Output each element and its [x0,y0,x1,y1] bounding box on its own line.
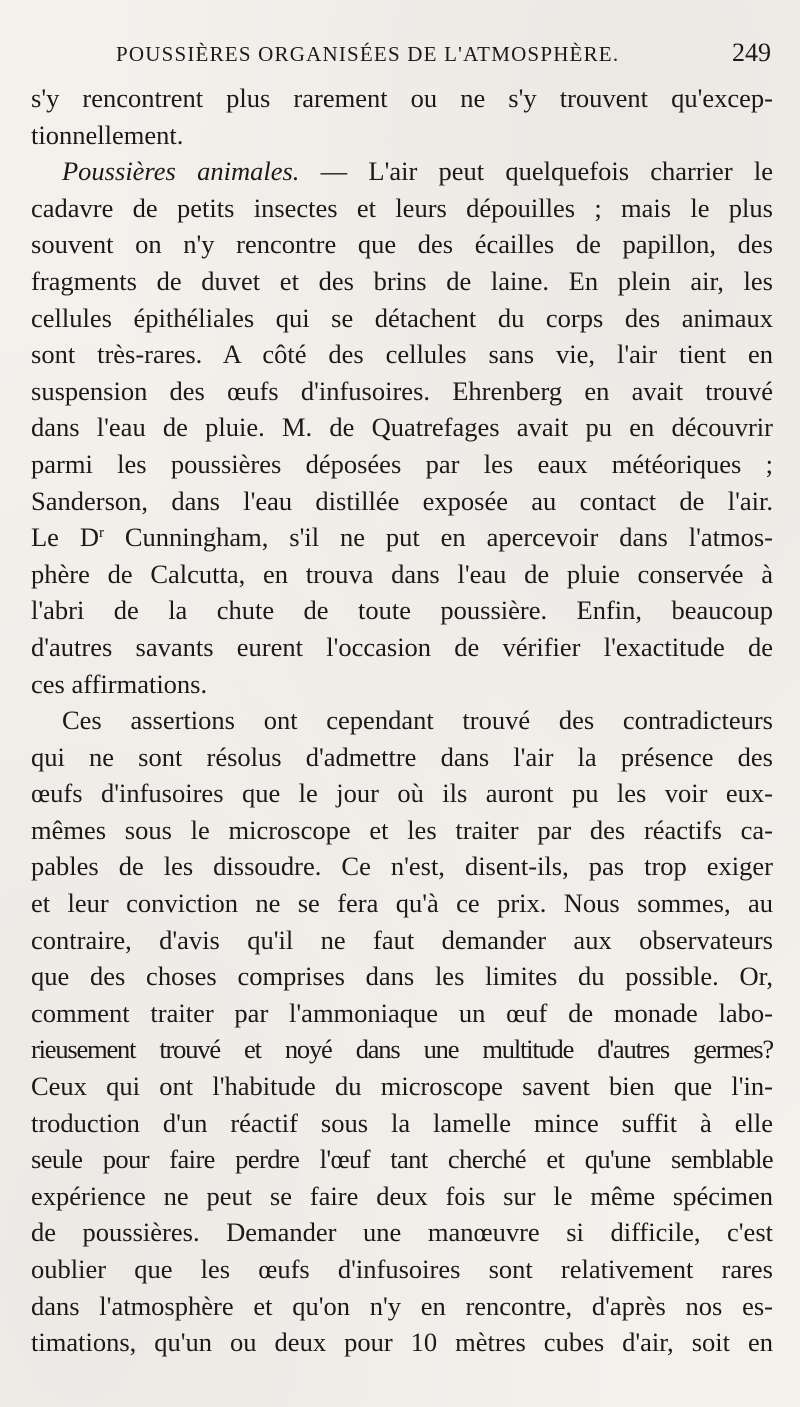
text-line: œufs d'infusoires que le jour où ils auront pu les voir eux- [31,778,773,809]
text-line: que des choses comprises dans les limites du possible. Or, [31,961,773,992]
text-line: sont très-rares. A côté des cellules sans vie, l'air tient en [31,339,773,370]
text-line: Ceux qui ont l'habitude du microscope savent bien que l'in- [31,1071,773,1102]
text-line [31,519,773,556]
text-line: comment traiter par l'ammoniaque un œuf de monade labo- [31,997,773,1028]
text-line: phère de Calcutta, en trouva dans l'eau de pluie conservée à [31,558,773,589]
text-line: Ces assertions ont cependant trouvé des contradicteurs [62,705,773,736]
text-line: souvent on n'y rencontre que des écailles de papillon, des [31,229,773,260]
text-line: l'abri de la chute de toute poussière. Enfin, beaucoup [31,595,773,626]
running-head [116,38,771,74]
page-number: 249 [732,38,771,67]
text-line: qui ne sont résolus d'admettre dans l'air la présence des [31,741,773,772]
text-line-start: Le D [31,522,99,553]
text-line: ces affirmations. [31,668,208,699]
text-line: mêmes sous le microscope et les traiter par des réactifs ca- [31,814,773,845]
text-line: dans l'eau de pluie. M. de Quatrefages avait pu en découvrir [31,412,773,443]
text-line: cadavre de petits insectes et leurs dépouilles ; mais le plus [31,192,773,223]
text-line: timations, qu'un ou deux pour 10 mètres cubes d'air, soit en [31,1327,773,1358]
text-line: rieusement trouvé et noyé dans une multitude d'autres germes? [31,1034,773,1065]
text-line: seule pour faire perdre l'œuf tant cherché et qu'une semblable [31,1144,773,1175]
text-line: contraire, d'avis qu'il ne faut demander aux observateurs [31,924,773,955]
text-line: s'y rencontrent plus rarement ou ne s'y trouvent qu'excep- [31,83,773,113]
text-line: troduction d'un réactif sous la lamelle mince suffit à elle [31,1107,773,1138]
text-line-rest: Cunningham, s'il ne put en apercevoir dans l'atmos- [103,522,773,553]
text-line: parmi les poussières déposées par les eaux météoriques ; [31,448,773,479]
body-text [31,80,773,1361]
section-heading: Poussières animales. [62,156,300,187]
text-line: suspension des œufs d'infusoires. Ehrenberg en avait trouvé [31,375,773,406]
text-line: tionnellement. [31,119,184,150]
text-line [31,153,773,190]
superscript: r [98,525,104,542]
text-line-rest: — L'air peut quelquefois charrier le [299,156,774,187]
text-line: oublier que les œufs d'infusoires sont relativement rares [31,1254,773,1284]
text-line: Sanderson, dans l'eau distillée exposée au contact de l'air. [31,485,773,516]
text-line: expérience ne peut se faire deux fois sur le même spécimen [31,1180,773,1211]
text-line: cellules épithéliales qui se détachent du corps des animaux [31,302,773,333]
text-line: pables de les dissoudre. Ce n'est, disent-ils, pas trop exiger [31,851,773,882]
text-line: d'autres savants eurent l'occasion de vérifier l'exactitude de [31,631,773,662]
text-line: dans l'atmosphère et qu'on n'y en rencontre, d'après nos es- [31,1290,773,1321]
running-title: POUSSIÈRES ORGANISÉES DE L'ATMOSPHÈRE. [116,42,620,66]
text-line: fragments de duvet et des brins de laine. En plein air, les [31,265,773,296]
text-line: et leur conviction ne se fera qu'à ce prix. Nous sommes, au [31,888,773,919]
text-line: de poussières. Demander une manœuvre si difficile, c'est [31,1217,773,1248]
